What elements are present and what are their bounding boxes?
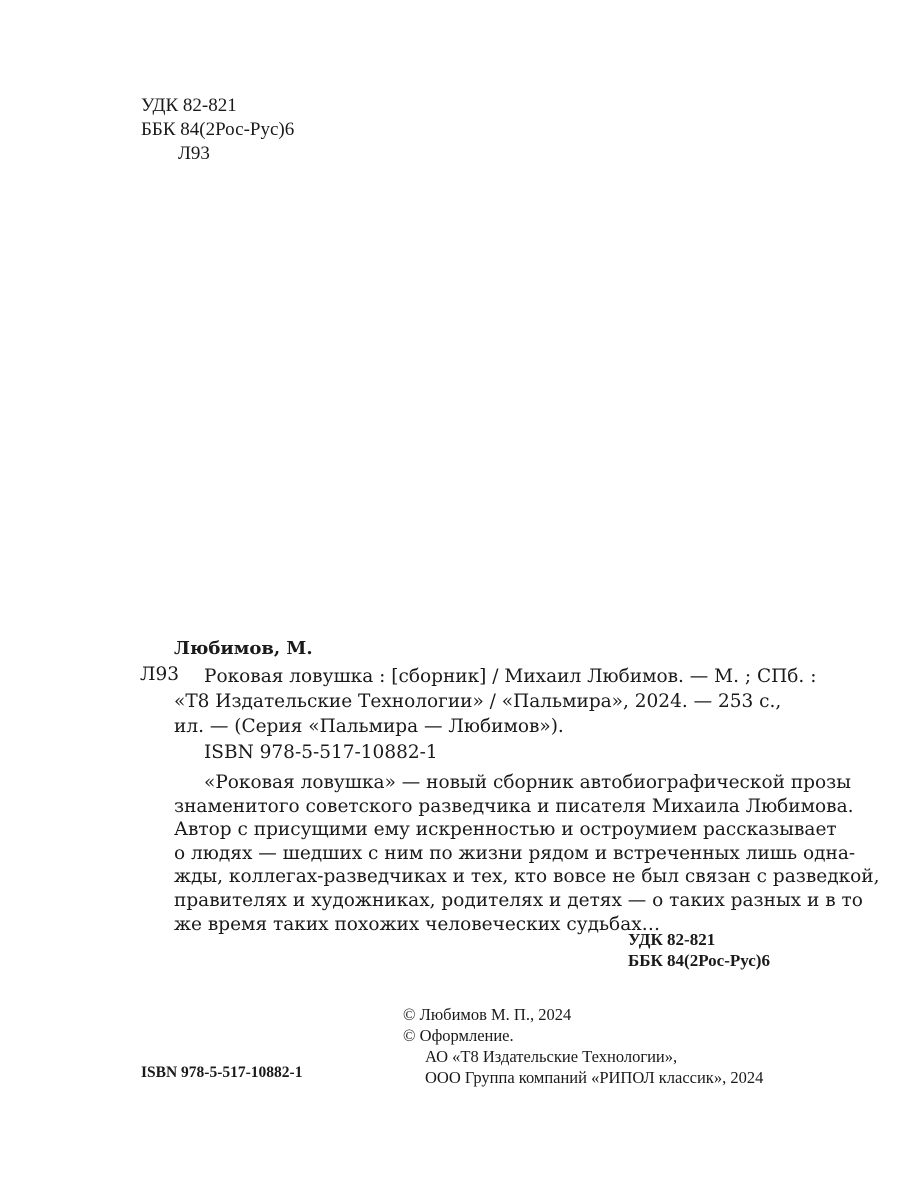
bbk-code-top: ББК 84(2Рос-Рус)6 (141, 119, 295, 140)
copyright-publisher-1: АО «Т8 Издательские Технологии», (425, 1047, 678, 1066)
author-mark-top: Л93 (178, 143, 210, 164)
abstract-line: «Роковая ловушка» — новый сборник автобиографической прозы (204, 772, 851, 793)
abstract-line: о людях — шедших с ним по жизни рядом и встреченных лишь одна- (174, 842, 856, 864)
bbk-code: ББК 84(2Рос-Рус)6 (628, 951, 770, 970)
biblio-line: Роковая ловушка : [сборник] / Михаил Любимов. — М. ; СПб. : (204, 666, 817, 687)
abstract-line: правителях и художниках, родителях и детях — о таких разных и в то (174, 889, 863, 911)
classification-codes (628, 929, 770, 971)
abstract (174, 771, 880, 936)
abstract-line: жды, коллегах-разведчиках и тех, кто вовсе не был связан с разведкой, (174, 866, 880, 888)
copyright-design: © Оформление. (403, 1026, 514, 1045)
udk-code-top: УДК 82-821 (141, 95, 237, 116)
bibliographic-description (174, 664, 817, 767)
biblio-line: ил. — (Серия «Пальмира — Любимов»). (174, 716, 564, 737)
entry-author: Любимов, М. (174, 638, 313, 659)
copyright-block (403, 1004, 763, 1088)
copyright-author: © Любимов М. П., 2024 (403, 1005, 572, 1024)
isbn-bottom: ISBN 978-5-517-10882-1 (141, 1064, 303, 1081)
entry-isbn: ISBN 978-5-517-10882-1 (204, 742, 438, 763)
abstract-line: Автор с присущими ему искренностью и остроумием рассказывает (174, 819, 837, 841)
entry-author-mark: Л93 (140, 664, 179, 685)
udk-code: УДК 82-821 (628, 930, 716, 949)
abstract-line: же время таких похожих человеческих судьбах… (174, 913, 661, 935)
copyright-publisher-2: ООО Группа компаний «РИПОЛ классик», 2024 (425, 1068, 764, 1087)
biblio-line: «Т8 Издательские Технологии» / «Пальмира», 2024. — 253 с., (174, 691, 782, 712)
abstract-line: знаменитого советского разведчика и писателя Михаила Любимова. (174, 795, 854, 817)
